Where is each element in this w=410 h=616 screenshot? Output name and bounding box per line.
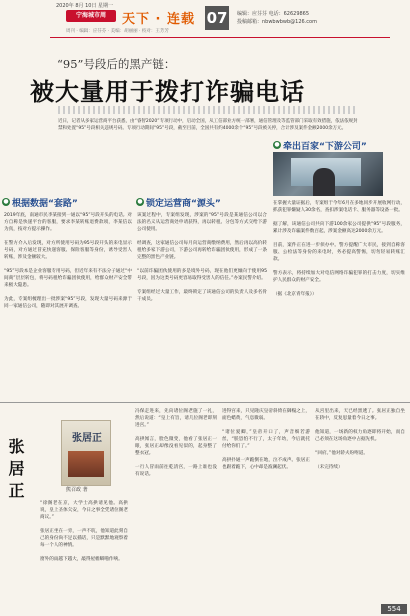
section-head-2-text: 锁定运营商“源头” <box>146 198 221 209</box>
section-head-1-text: 根据数据“套路” <box>12 198 78 209</box>
serial-column-3: 进得宫来，只见隆庆皇帝斜倚在御榻之上，面色蜡黄，气息微弱。 “诸位爱卿，”皇帝开口了，声音细若游丝，“朕恐怕不行了，太子年幼，今后就托付给你们了。” 高拱扑通一声跪倒在地，泣不成声。张居正也跟着跪下，心中却是波澜起伏。 <box>222 409 310 470</box>
email-line: 投稿邮箱：nbwbwbwb@126.com <box>237 19 317 25</box>
section-head-3 <box>273 139 367 151</box>
header-contact <box>237 10 317 26</box>
page-number: 07 <box>205 6 229 30</box>
issue-date: 2020年 8月 10日 星期一 <box>56 3 114 9</box>
article-headline: 被大量用于拨打诈骗电话 <box>30 77 305 106</box>
article-column-2: 该案过程中，专案组发现，涉案的“95”号段是某通信公司以合法的名义从运营商处申请获得，再以转租、分包等方式交给下游公司使用。 经调查，这家通信公司每月向运营商缴纳费用，然后再以高价转租给多家下游公司，下游公司再转给诈骗团伙使用，形成了一条完整的黑色产业链。 “以前诈骗团伙使用的多是境外号码，现在他们更倾向于使用95号段，因为这类号码更容易取得受害人的信任。”办案民警介绍。 专案组经过大量工作，最终锁定了该通信公司的负责人及多名骨干成员。 <box>137 213 267 302</box>
book-cover-title: 张居正 <box>72 433 102 444</box>
divider-dots <box>58 106 358 114</box>
section-head-3-text: 牵出百家“下游公司” <box>283 141 367 152</box>
article-column-3: 在掌握大量证据后，专案组于今年6月在多地同步开展收网行动，抓获犯罪嫌疑人30余名，查扣涉案电话卡、服务器等设备一批。 据了解，该通信公司共向下游100余家公司提供“95”号段服务，累计涉及诈骗案件数百起，涉案金额高达2000余万元。 目前，案件正在进一步侦办中。警方提醒广大市民，接到自称客服、公检法等身份的来电时，务必提高警惕，切勿轻易转账汇款。 警方表示，将持续加大对电信网络诈骗犯罪的打击力度，切实维护人民群众的财产安全。 （据《北京青年报》） <box>273 201 405 297</box>
page-badge: 554 <box>381 604 407 614</box>
bullet-icon: ● <box>137 198 143 205</box>
bullet-icon: ● <box>274 141 280 148</box>
section-divider <box>0 402 410 403</box>
book-cover-art <box>68 451 104 477</box>
article-column-1: 2019年底，南通市民李某接到一通以“95”号段开头的电话。对方自称是快递平台的客服，要求李某转账退费款项，李某信以为真，按对方提示操作。 在警方介入后发现，对方所使用号码为95号段开头的来电显示号码，对方通过冒充快递客服、保险客服等身份，诱导受害人转账，涉及金额较大。 “95”号段本是企业客服专用号码，但近年来有不法分子通过“中间商”层层转包，将号码租给诈骗团伙使用，给群众财产安全带来极大隐患。 为此，专案组梳理出一批涉案“95”号段，发现大量号码来源于同一家通信公司，随即对其展开调查。 <box>4 213 132 309</box>
article-lede: 近日，记者从多家运营商平台获悉，由“睿智2020”专项行动中，启动全国，从工信部业方统一部署，通信管理及等监管部门采取有效措施，依法依规封禁和处置“95”号段相关违规号码。专项行动期间“95”号段，截至目前，全国共有约4000余个“95”号段被关停，合计涉及案件金额2000余万元。 <box>58 119 358 131</box>
column-title: 天下 · 连载 <box>122 12 195 27</box>
book-caption: 熊召政 著 <box>66 487 88 493</box>
serial-column-4: 从宫里出来，天已经黑透了。张居正独自坐在轿中，反复思量着今日之事。 他知道，一场新的权力角逐即将开始，而自己必须在这场角逐中占据先机。 “回府。”他对轿夫吩咐道。 （未完待续） <box>315 409 405 470</box>
article-kicker: “95”号段后的黑产链： <box>57 57 176 71</box>
section-head-1 <box>2 196 78 208</box>
serial-column-1: “徐阁老在京，大学士高拱请见他。高拱说，皇上圣体欠安，今日之事全凭诸位阁老商议。” 张居正坐在一旁，一声不吭，他知道此刻自己的身份尚不足以插话，只是默默地观察着每一个人的神情。 窗外的雨越下越大，敲得屋檐噼啪作响。 <box>40 501 128 562</box>
book-cover <box>61 420 111 486</box>
bullet-icon: ● <box>3 198 9 205</box>
header-subline: 周刊 · 编辑：应芬芬 · 美编：胡丽丽 · 校对：王芳芳 <box>66 29 169 34</box>
header-rule <box>50 37 390 38</box>
editor-line: 编辑：应芬芬 电话：62629865 <box>237 11 310 17</box>
serial-title: 张居正 <box>6 438 25 504</box>
newspaper-brand-logo: 宁海城市周 <box>66 10 116 22</box>
section-head-2 <box>136 196 221 208</box>
photo-person <box>313 168 335 196</box>
news-photo <box>273 152 383 196</box>
serial-column-2: 冯保走进来，先向诸位阁老施了一礼，然后说道：“皇上有旨，请几位阁老即刻进宫。” 高拱闻言，脸色微变，他看了张居正一眼，张居正却像没看见似的，起身整了整衣冠。 一行人冒雨前往乾清宫，一路上谁也没有说话。 <box>135 409 217 477</box>
